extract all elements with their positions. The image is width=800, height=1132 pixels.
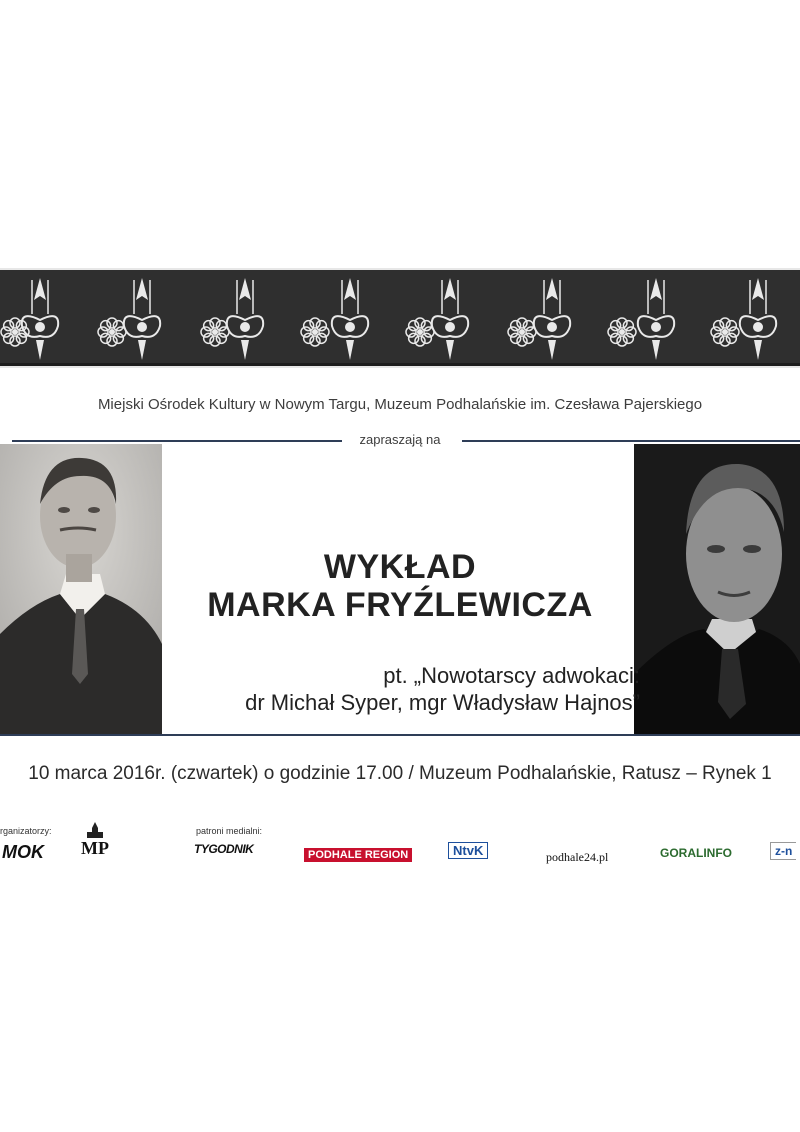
- subtitle-line-2: dr Michał Syper, mgr Władysław Hajnos”: [245, 690, 640, 715]
- parzenica-ornament: [638, 278, 674, 360]
- lecture-title: [180, 548, 620, 624]
- divider-right: [462, 440, 800, 442]
- title-line-2: MARKA FRYŹLEWICZA: [207, 586, 593, 624]
- lecture-subtitle: [180, 662, 640, 716]
- divider-bottom: [0, 734, 800, 736]
- sponsor-strip: [0, 820, 800, 880]
- rosette-ornament: [508, 318, 536, 346]
- event-details: 10 marca 2016r. (czwartek) o godzinie 17.00 / Muzeum Podhalańskie, Ratusz – Rynek 1: [28, 763, 772, 784]
- divider-left: [12, 440, 342, 442]
- podhale24-logo: podhale24.pl: [546, 850, 609, 864]
- invite-text: zapraszają na: [359, 432, 441, 447]
- rosette-ornament: [201, 318, 229, 346]
- ntvk-logo: NtvK: [448, 842, 488, 859]
- folk-pattern: [0, 270, 800, 366]
- subtitle-line-1: pt. „Nowotarscy adwokaci:: [383, 663, 640, 688]
- parzenica-ornament: [227, 278, 263, 360]
- mok-logo: MOK: [2, 842, 44, 862]
- mp-logo: MP: [78, 822, 112, 859]
- rosette-ornament: [301, 318, 329, 346]
- goral-info-logo: GORALINFO: [660, 846, 732, 860]
- rosette-ornament: [98, 318, 126, 346]
- parzenica-ornament: [432, 278, 468, 360]
- parzenica-ornament: [740, 278, 776, 360]
- parzenica-ornament: [22, 278, 58, 360]
- parzenica-ornament: [534, 278, 570, 360]
- portrait-michal-syper: [0, 444, 162, 734]
- tygodnik-logo: TYGODNIK: [194, 842, 254, 856]
- znet-logo: z-n: [770, 842, 796, 860]
- rosette-ornament: [406, 318, 434, 346]
- parzenica-ornament: [332, 278, 368, 360]
- parzenica-ornament: [124, 278, 160, 360]
- organizers-text: Miejski Ośrodek Kultury w Nowym Targu, Muzeum Podhalańskie im. Czesława Pajerskiego: [97, 396, 703, 413]
- folk-ornament-band: [0, 268, 800, 368]
- podhale-region-logo: PODHALE REGION: [304, 848, 412, 862]
- patrons-label: patroni medialni:: [196, 826, 263, 836]
- rosette-ornament: [608, 318, 636, 346]
- rosette-ornament: [711, 318, 739, 346]
- town-hall-icon: [85, 822, 105, 838]
- portrait-wladyslaw-hajnos: [634, 444, 800, 734]
- title-line-1: WYKŁAD: [323, 548, 477, 586]
- organizers-label: rganizatorzy:: [0, 826, 52, 836]
